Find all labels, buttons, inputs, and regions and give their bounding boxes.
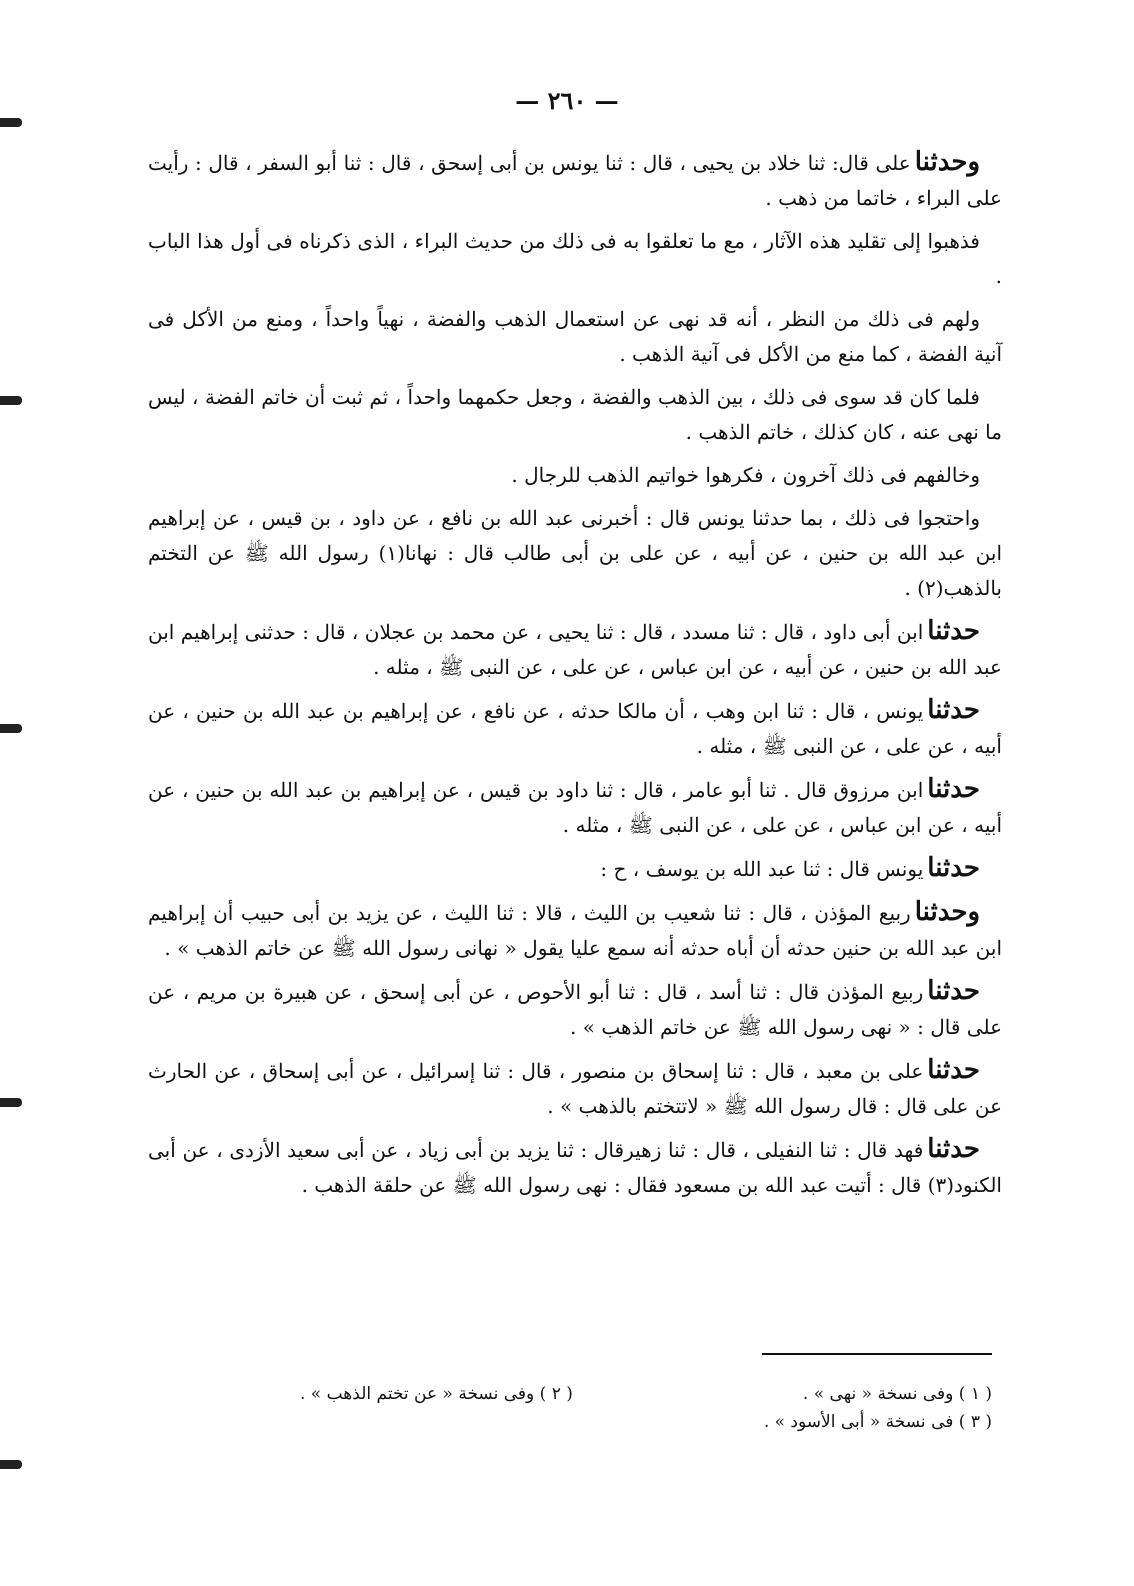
paragraph-text: فلما كان قد سوى فى ذلك ، بين الذهب والفضة ، وجعل حكمهما واحداً ، ثم ثبت أن خاتم الفضة ، ليس ما نهى عنه ، كان كذلك ، خاتم الذهب . — [148, 385, 1002, 444]
paragraph-text: فهد قال : ثنا النفيلى ، قال : ثنا زهيرقال : ثنا يزيد بن أبى زياد ، عن أبى سعيد الأزدى ، عن أبى الكنود(٣) قال : أتيت عبد الله بن مسعود فقال : نهى رسول الله ﷺ عن حلقة الذهب . — [148, 1138, 1002, 1197]
paragraph-text: على قال: ثنا خلاد بن يحيى ، قال : ثنا يونس بن أبى إسحق ، قال : ثنا أبو السفر ، قال : رأيت على البراء ، خاتما من ذهب . — [148, 151, 1002, 210]
binding-mark — [0, 396, 22, 405]
hadith-lead: وحدثنا — [914, 147, 980, 177]
paragraph — [148, 693, 1002, 764]
footnote-row — [300, 1408, 992, 1436]
paragraph — [148, 974, 1002, 1045]
paragraph — [148, 380, 1002, 450]
paragraph-text: فذهبوا إلى تقليد هذه الآثار ، مع ما تعلقوا به فى ذلك من حديث البراء ، الذى ذكرناه فى أول هذا الباب . — [148, 229, 1002, 288]
paragraph-text: ربيع المؤذن ، قال : ثنا شعيب بن الليث ، قالا : ثنا الليث ، عن يزيد بن أبى حبيب أن إبراهيم ابن عبد الله بن حنين حدثه أن أباه حدثه أنه سمع عليا يقول « نهانى رسول الله ﷺ عن خاتم الذهب » . — [148, 901, 1002, 960]
paragraph-text: يونس ، قال : ثنا ابن وهب ، أن مالكا حدثه ، عن نافع ، عن إبراهيم بن عبد الله بن حنين ، عن أبيه ، عن على ، عن النبى ﷺ ، مثله . — [148, 699, 1002, 758]
hadith-lead: وحدثنا — [914, 897, 980, 927]
main-text — [148, 145, 1002, 1211]
hadith-lead: حدثنا — [927, 853, 980, 883]
paragraph-text: ولهم فى ذلك من النظر ، أنه قد نهى عن استعمال الذهب والفضة ، نهياً واحداً ، ومنع من الأكل فى آنية الفضة ، كما منع من الأكل فى آنية الذهب . — [148, 307, 1002, 366]
binding-mark — [0, 1098, 22, 1107]
paragraph — [148, 614, 1002, 685]
hadith-lead: حدثنا — [927, 774, 981, 804]
paragraph — [148, 224, 1002, 294]
paragraph-text: واحتجوا فى ذلك ، بما حدثنا يونس قال : أخبرنى عبد الله بن نافع ، عن داود ، بن قيس ، عن إبراهيم ابن عبد الله بن حنين ، عن أبيه ، عن على بن أبى طالب قال : نهانا(١) رسول الله ﷺ عن التختم بالذهب(٢) . — [148, 506, 1003, 600]
paragraph-text: على بن معبد ، قال : ثنا إسحاق بن منصور ، قال : ثنا إسرائيل ، عن أبى إسحاق ، عن الحارث عن على قال : قال رسول الله ﷺ « لاتتختم بالذهب » . — [148, 1059, 1002, 1118]
paragraph — [148, 772, 1002, 843]
paragraph — [148, 145, 1002, 216]
footnote: ( ١ ) وفى نسخة « نهى » . — [802, 1384, 992, 1404]
paragraph-text: يونس قال : ثنا عبد الله بن يوسف ، ح : — [600, 857, 924, 881]
hadith-lead: حدثنا — [927, 616, 980, 646]
footnotes — [300, 1380, 992, 1436]
binding-mark — [0, 1460, 22, 1469]
paragraph-text: وخالفهم فى ذلك آخرون ، فكرهوا خواتيم الذهب للرجال . — [511, 463, 980, 487]
footnote-row — [300, 1380, 992, 1408]
hadith-lead: حدثنا — [927, 976, 980, 1006]
paragraph — [148, 1132, 1002, 1203]
page-number: — ٢٦٠ — — [515, 86, 619, 115]
hadith-lead: حدثنا — [927, 695, 980, 725]
paragraph — [148, 851, 1002, 887]
hadith-lead: حدثنا — [927, 1134, 980, 1164]
paragraph-text: ابن مرزوق قال . ثنا أبو عامر ، قال : ثنا داود بن قيس ، عن إبراهيم بن عبد الله بن حنين ، عن أبيه ، عن ابن عباس ، عن على ، عن النبى ﷺ ، مثله . — [148, 778, 1002, 837]
binding-mark — [0, 118, 22, 127]
paragraph — [148, 501, 1002, 606]
footnote: ( ٣ ) فى نسخة « أبى الأسود » . — [763, 1412, 992, 1432]
paragraph — [148, 895, 1002, 966]
footnote: ( ٢ ) وفى نسخة « عن تختم الذهب » . — [300, 1384, 573, 1404]
paragraph-text: ابن أبى داود ، قال : ثنا مسدد ، قال : ثنا يحيى ، عن محمد بن عجلان ، قال : حدثنى إبراهيم ابن عبد الله بن حنين ، عن أبيه ، عن ابن عباس ، عن على ، عن النبى ﷺ ، مثله . — [148, 620, 1002, 679]
binding-mark — [0, 724, 22, 733]
paragraph — [148, 302, 1002, 372]
paragraph-text: ربيع المؤذن قال : ثنا أسد ، قال : ثنا أبو الأحوص ، عن أبى إسحق ، عن هبيرة بن مريم ، عن على قال : « نهى رسول الله ﷺ عن خاتم الذهب » . — [148, 980, 1002, 1039]
hadith-lead: حدثنا — [927, 1055, 980, 1085]
paragraph — [148, 1053, 1002, 1124]
footnote-divider — [762, 1353, 992, 1355]
paragraph — [148, 458, 1002, 493]
